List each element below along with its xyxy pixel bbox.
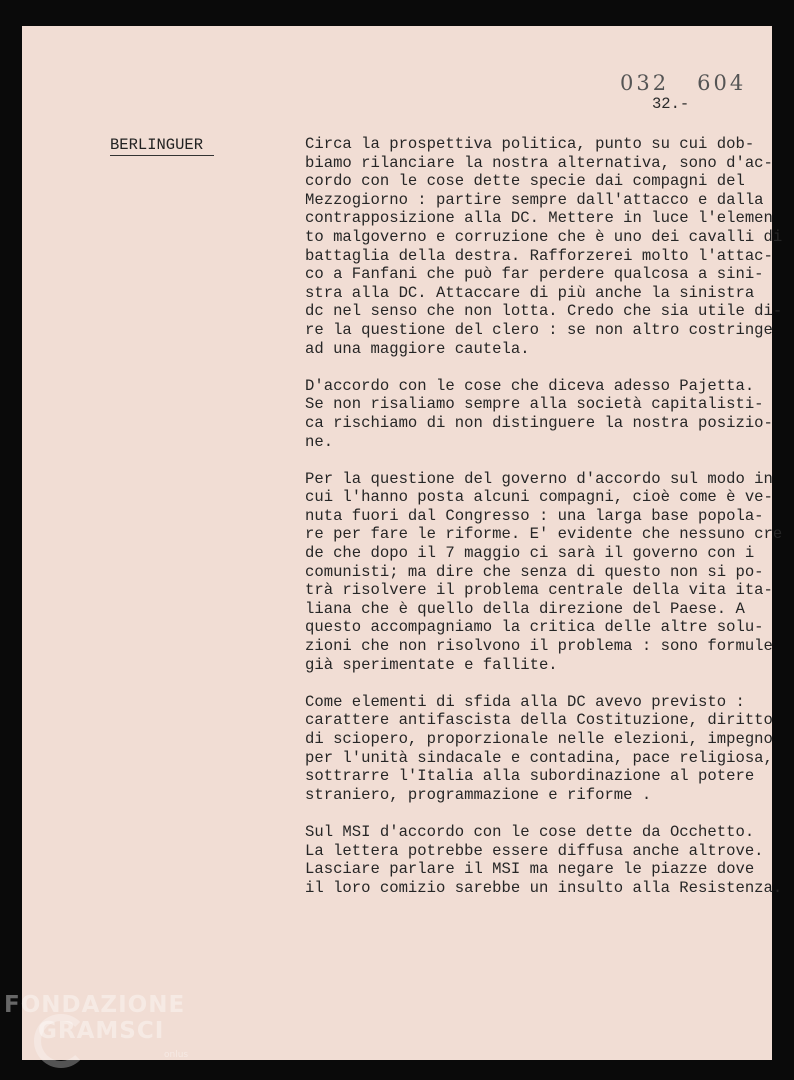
text-line: ca rischiamo di non distinguere la nostra posizio-	[305, 413, 773, 432]
paragraph	[305, 377, 785, 451]
speaker-name: BERLINGUER	[110, 136, 214, 156]
watermark-line1: FONDAZIONE	[4, 992, 186, 1018]
text-line: Sul MSI d'accordo con le cose dette da Occhetto.	[305, 822, 755, 841]
paragraph	[305, 823, 785, 897]
text-line: liana che è quello della direzione del Paese. A	[305, 599, 745, 618]
fondazione-gramsci-watermark	[4, 992, 189, 1060]
text-line: sottrarre l'Italia alla subordinazione al potere	[305, 767, 755, 786]
text-line: carattere antifascista della Costituzione, diritto	[305, 711, 773, 730]
text-line: zioni che non risolvono il problema : sono formule	[305, 637, 773, 656]
paragraph	[305, 470, 785, 675]
text-line: straniero, programmazione e riforme .	[305, 785, 652, 804]
text-line: ne.	[305, 432, 334, 451]
text-line: cordo con le cose dette specie dai compagni del	[305, 172, 745, 191]
text-line: Mezzogiorno : partire sempre dall'attacco e dalla	[305, 190, 764, 209]
text-line: contrapposizione alla DC. Mettere in luce l'elemen	[305, 209, 773, 228]
text-line: biamo rilanciare la nostra alternativa, sono d'ac-	[305, 153, 773, 172]
text-line: nuta fuori dal Congresso : una larga base popola-	[305, 506, 764, 525]
watermark-line3: onlus	[164, 1050, 189, 1060]
text-line: comunisti; ma dire che senza di questo non si po-	[305, 562, 764, 581]
text-line: re la questione del clero : se non altro costringe	[305, 320, 773, 339]
text-line: Lasciare parlare il MSI ma negare le piazze dove	[305, 860, 755, 879]
paragraph	[305, 135, 785, 358]
text-line: re per fare le riforme. E' evidente che nessuno cre	[305, 525, 783, 544]
text-line: Come elementi di sfida alla DC avevo previsto :	[305, 692, 745, 711]
text-line: già sperimentate e fallite.	[305, 655, 558, 674]
text-line: ad una maggiore cautela.	[305, 339, 530, 358]
text-line: Se non risaliamo sempre alla società capitalisti-	[305, 395, 764, 414]
text-line: D'accordo con le cose che diceva adesso Pajetta.	[305, 376, 755, 395]
text-line: Circa la prospettiva politica, punto su cui dob-	[305, 135, 755, 153]
text-line: to malgoverno e corruzione che è uno dei cavalli di	[305, 227, 783, 246]
text-line: stra alla DC. Attaccare di più anche la sinistra	[305, 283, 755, 302]
archive-number-part: 604	[697, 71, 747, 95]
text-line: co a Fanfani che può far perdere qualcosa a sini-	[305, 265, 764, 284]
text-line: trà risolvere il problema centrale della vita ita-	[305, 581, 773, 600]
paragraph	[305, 693, 785, 805]
gramsci-logo-icon	[34, 1014, 88, 1068]
text-line: per l'unità sindacale e contadina, pace religiosa,	[305, 748, 773, 767]
text-line: battaglia della destra. Rafforzerei molto l'attac-	[305, 246, 773, 265]
text-line: di sciopero, proporzionale nelle elezioni, impegno	[305, 730, 773, 748]
archive-number	[620, 71, 774, 95]
text-line: Per la questione del governo d'accordo sul modo in	[305, 469, 773, 488]
text-line: cui l'hanno posta alcuni compagni, cioè come è ve-	[305, 488, 773, 507]
text-line: La lettera potrebbe essere diffusa anche altrove.	[305, 841, 764, 860]
archive-number-part: 032	[620, 71, 670, 95]
speech-text	[305, 135, 785, 916]
text-line: il loro comizio sarebbe un insulto alla Resistenza.	[305, 878, 783, 897]
text-line: dc nel senso che non lotta. Credo che sia utile di-	[305, 302, 783, 321]
text-line: de che dopo il 7 maggio ci sarà il governo con i	[305, 544, 755, 563]
document-page	[22, 26, 783, 1060]
page-number: 32.-	[652, 95, 690, 113]
watermark-line2: GRAMSCI	[38, 1018, 165, 1044]
text-line: questo accompagniamo la critica delle altre solu-	[305, 618, 764, 637]
